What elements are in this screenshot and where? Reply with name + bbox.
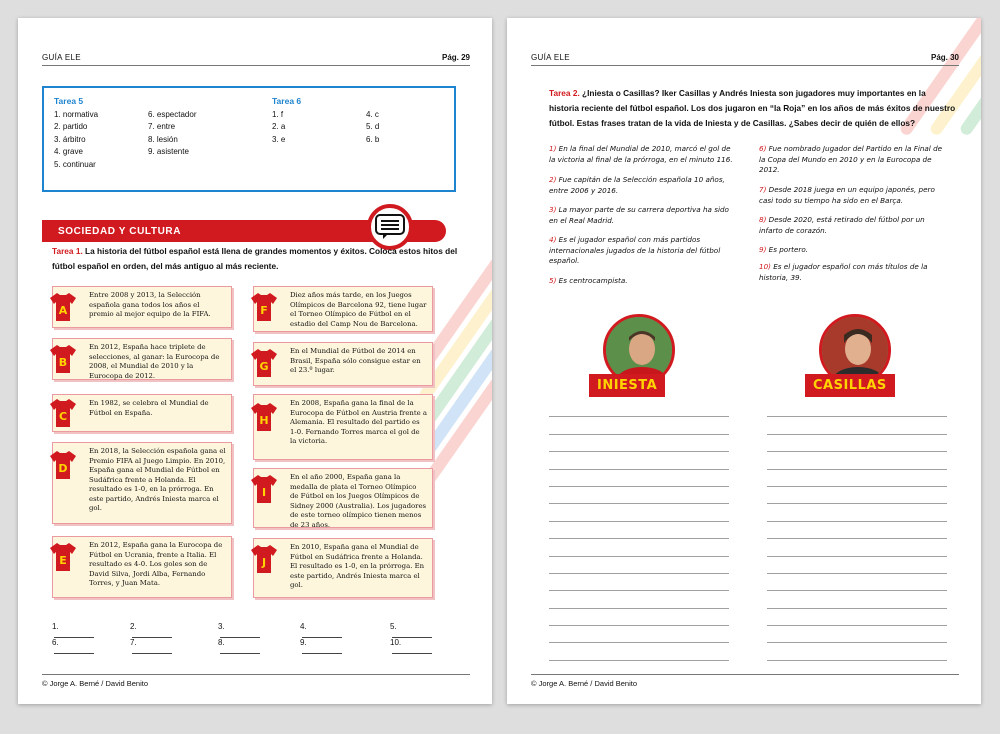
card-text: En 2008, España gana la final de la Eurocopa de Fútbol en Austria frente a Alemania. El resultado del partido es 1-0. Fernando Torres marca el gol de la victoria.: [290, 399, 427, 445]
answer-item: 1. normativa: [54, 110, 99, 119]
answer-item: 2. a: [272, 122, 286, 132]
answer-item: 2. partido: [54, 122, 88, 132]
blank-3[interactable]: 3.: [218, 622, 260, 640]
jersey-icon: [50, 344, 76, 374]
blank-4[interactable]: 4.: [300, 622, 342, 640]
jersey-icon: [251, 402, 277, 432]
event-card-c: [52, 394, 232, 432]
jersey-letter: F: [260, 304, 268, 317]
statement-10: 10) Es el jugador español con más títulos de la historia, 39.: [759, 262, 928, 282]
event-card-f: [253, 286, 433, 332]
blank-2[interactable]: 2.: [130, 622, 172, 640]
answer-lines-casillas[interactable]: [767, 400, 947, 661]
statement-5: 5) Es centrocampista.: [549, 276, 628, 285]
answer-key-box: [42, 86, 456, 192]
blank-9[interactable]: 9.: [300, 638, 342, 656]
jersey-letter: B: [58, 356, 68, 369]
player-name-iniesta: INIESTA: [589, 374, 665, 397]
event-card-e: [52, 536, 232, 598]
event-card-j: [253, 538, 433, 598]
player-name-casillas: CASILLAS: [805, 374, 895, 397]
jersey-letter: G: [259, 360, 269, 373]
answer-item: 3. e: [272, 134, 286, 144]
answer-item: 7. entre: [148, 122, 176, 132]
card-text: En 2018, la Selección española gana el Premio FIFA al Juego Limpio. En 2010, España gana el Mundial de Fútbol en Sudáfrica frente a Holanda. El resultado es 1-0, en la prórroga. En este partido, Andrés Iniesta marca el gol.: [89, 447, 226, 512]
blank-6[interactable]: 6.: [52, 638, 94, 656]
page-footer: © Jorge A. Berné / David Benito: [531, 674, 959, 688]
answer-item: 5. d: [366, 122, 380, 132]
task-2-instructions: [549, 86, 957, 131]
answer-item: 5. continuar: [54, 159, 96, 169]
jersey-letter: D: [58, 462, 68, 475]
statement-2: 2) Fue capitán de la Selección española 10 años, entre 2006 y 2016.: [549, 175, 725, 195]
jersey-letter: C: [58, 410, 68, 423]
tarea6-col1: [272, 109, 285, 146]
page-number: Pág. 30: [930, 53, 959, 62]
page-header: [42, 52, 470, 66]
page-29: [18, 18, 492, 704]
tarea5-title: Tarea 5: [54, 96, 84, 106]
blank-7[interactable]: 7.: [130, 638, 172, 656]
tarea5-col1: [54, 109, 98, 171]
jersey-icon: [50, 398, 76, 428]
jersey-icon: [251, 474, 277, 504]
answer-item: 6. espectador: [148, 110, 197, 119]
tarea6-title: Tarea 6: [272, 96, 302, 106]
task-text: La historia del fútbol español está llena de grandes momentos y éxitos. Coloca estos hitos del fútbol español en orden, del más antiguo al más reciente.: [52, 246, 458, 271]
event-card-b: [52, 338, 232, 380]
jersey-icon: [251, 544, 277, 574]
event-card-h: [253, 394, 433, 460]
page-30: [507, 18, 981, 704]
page-footer: © Jorge A. Berné / David Benito: [42, 674, 470, 688]
blank-10[interactable]: 10.: [390, 638, 432, 656]
event-card-g: [253, 342, 433, 386]
statement-6: 6) Fue nombrado Jugador del Partido en la Final de la Copa del Mundo en 2010 y en la Eurocopa de 2012.: [759, 144, 943, 174]
card-text: En 2012, España gana la Eurocopa de Fútbol en Ucrania, frente a Italia. El resultado es 4-0. Los goles son de David Silva, Jordi Alba, Fernando Torres, y Juan Mata.: [89, 541, 223, 587]
answer-item: 8. lesión: [148, 134, 178, 144]
card-text: Entre 2008 y 2013, la Selección española gana todos los años el premio al mejor equipo de la FIFA.: [89, 291, 211, 318]
event-card-a: [52, 286, 232, 328]
jersey-icon: [251, 292, 277, 322]
jersey-letter: E: [59, 554, 67, 567]
page-number: Pág. 29: [441, 53, 470, 62]
guide-title: GUÍA ELE: [531, 53, 570, 62]
jersey-icon: [50, 292, 76, 322]
answer-item: 6. b: [366, 134, 380, 144]
task-text: ¿Iniesta o Casillas? Iker Casillas y Andrés Iniesta son jugadores muy importantes en la historia reciente del fútbol español. Los dos jugaron en “la Roja” en los años de más éxitos de nuestro fútbol. Estas frases tratan de la vida de Iniesta y de Casillas. ¿Sabes decir de quién de ellos?: [549, 88, 956, 128]
card-text: En 2010, España gana el Mundial de Fútbol en Sudáfrica frente a Holanda. El resultado es 1-0, en la prórroga. En este partido, Andrés Iniesta marca el gol.: [290, 543, 425, 589]
answer-item: 3. árbitro: [54, 134, 86, 144]
statement-9: 9) Es portero.: [759, 245, 809, 254]
statement-7: 7) Desde 2018 juega en un equipo japonés, pero casi todo su tiempo ha sido en el Barça.: [759, 185, 935, 205]
jersey-letter: J: [261, 556, 267, 569]
answer-lines-iniesta[interactable]: [549, 400, 729, 661]
task-label: Tarea 1.: [52, 246, 83, 256]
blank-5[interactable]: 5.: [390, 622, 432, 640]
guide-title: GUÍA ELE: [42, 53, 81, 62]
jersey-letter: H: [259, 414, 269, 427]
blank-8[interactable]: 8.: [218, 638, 260, 656]
event-card-d: [52, 442, 232, 524]
jersey-icon: [50, 450, 76, 480]
answer-item: 4. c: [366, 110, 379, 119]
card-text: En el Mundial de Fútbol de 2014 en Brasil, España sólo consigue estar en el 23.º lugar.: [290, 347, 421, 374]
task-label: Tarea 2.: [549, 88, 580, 98]
event-card-i: [253, 468, 433, 528]
answer-item: 4. grave: [54, 147, 83, 157]
tarea6-col2: [366, 109, 379, 146]
statement-4: 4) Es el jugador español con más partidos internacionales jugados de la historia del fútbol español.: [549, 235, 721, 265]
card-text: En 2012, España hace triplete de selecciones, al ganar: la Eurocopa de 2008, el Mundial de 2010 y la Eurocopa de 2012.: [89, 343, 220, 380]
card-text: En el año 2000, España gana la medalla de plata el Torneo Olímpico de Fútbol en los Juegos Olímpicos de Sidney 2000 (Australia). Los jugadores de este torneo olímpico tienen menos de 23 años.: [290, 473, 427, 529]
blank-1[interactable]: 1.: [52, 622, 94, 640]
tarea5-col2: [148, 109, 196, 159]
section-banner: SOCIEDAD Y CULTURA: [42, 220, 446, 242]
answer-item: 1. f: [272, 110, 284, 119]
statement-1: 1) En la final del Mundial de 2010, marcó el gol de la victoria al final de la prórroga, en el minuto 116.: [549, 144, 733, 164]
jersey-icon: [50, 542, 76, 572]
card-text: Diez años más tarde, en los Juegos Olímpicos de Barcelona 92, tiene lugar el Torneo Olímpico de Fútbol en el estadio del Camp Nou de Barcelona.: [290, 291, 427, 328]
answer-item: 9. asistente: [148, 147, 189, 157]
jersey-letter: A: [58, 304, 68, 317]
jersey-icon: [251, 348, 277, 378]
page-header: [531, 52, 959, 66]
statement-3: 3) La mayor parte de su carrera deportiva ha sido en el Real Madrid.: [549, 205, 729, 225]
card-text: En 1982, se celebra el Mundial de Fútbol en España.: [89, 399, 209, 417]
statement-8: 8) Desde 2020, está retirado del fútbol por un infarto de corazón.: [759, 215, 925, 235]
task-1-instructions: [52, 244, 462, 274]
jersey-letter: I: [261, 486, 267, 499]
